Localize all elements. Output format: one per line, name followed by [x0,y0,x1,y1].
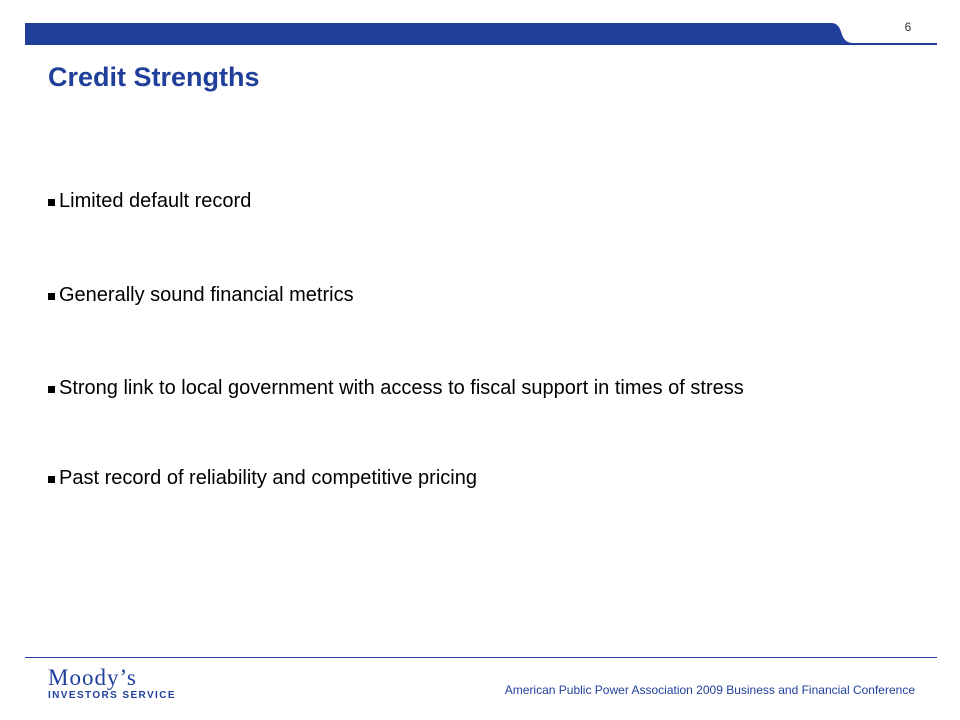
square-bullet-icon [48,386,55,393]
moodys-logo [48,667,176,701]
bullet-item [48,190,251,213]
footer-conference: American Public Power Association 2009 Business and Financial Conference [504,683,915,697]
logo-name: Moody’s [48,665,137,690]
page-number: 6 [904,20,912,34]
bullet-item [48,377,744,400]
bullet-text: Strong link to local government with access to fiscal support in times of stress [59,377,744,399]
bullet-item [48,467,477,490]
bullet-item [48,284,354,307]
header-bar-shape [25,23,937,45]
square-bullet-icon [48,199,55,206]
bullet-text: Limited default record [59,190,252,212]
square-bullet-icon [48,293,55,300]
bullet-text: Generally sound financial metrics [59,284,354,306]
logo-subtitle: INVESTORS SERVICE [48,690,176,701]
bullet-text: Past record of reliability and competitive pricing [59,467,477,489]
square-bullet-icon [48,476,55,483]
slide-title: Credit Strengths [48,62,260,92]
footer-divider [25,657,937,658]
header-bar [25,23,937,45]
